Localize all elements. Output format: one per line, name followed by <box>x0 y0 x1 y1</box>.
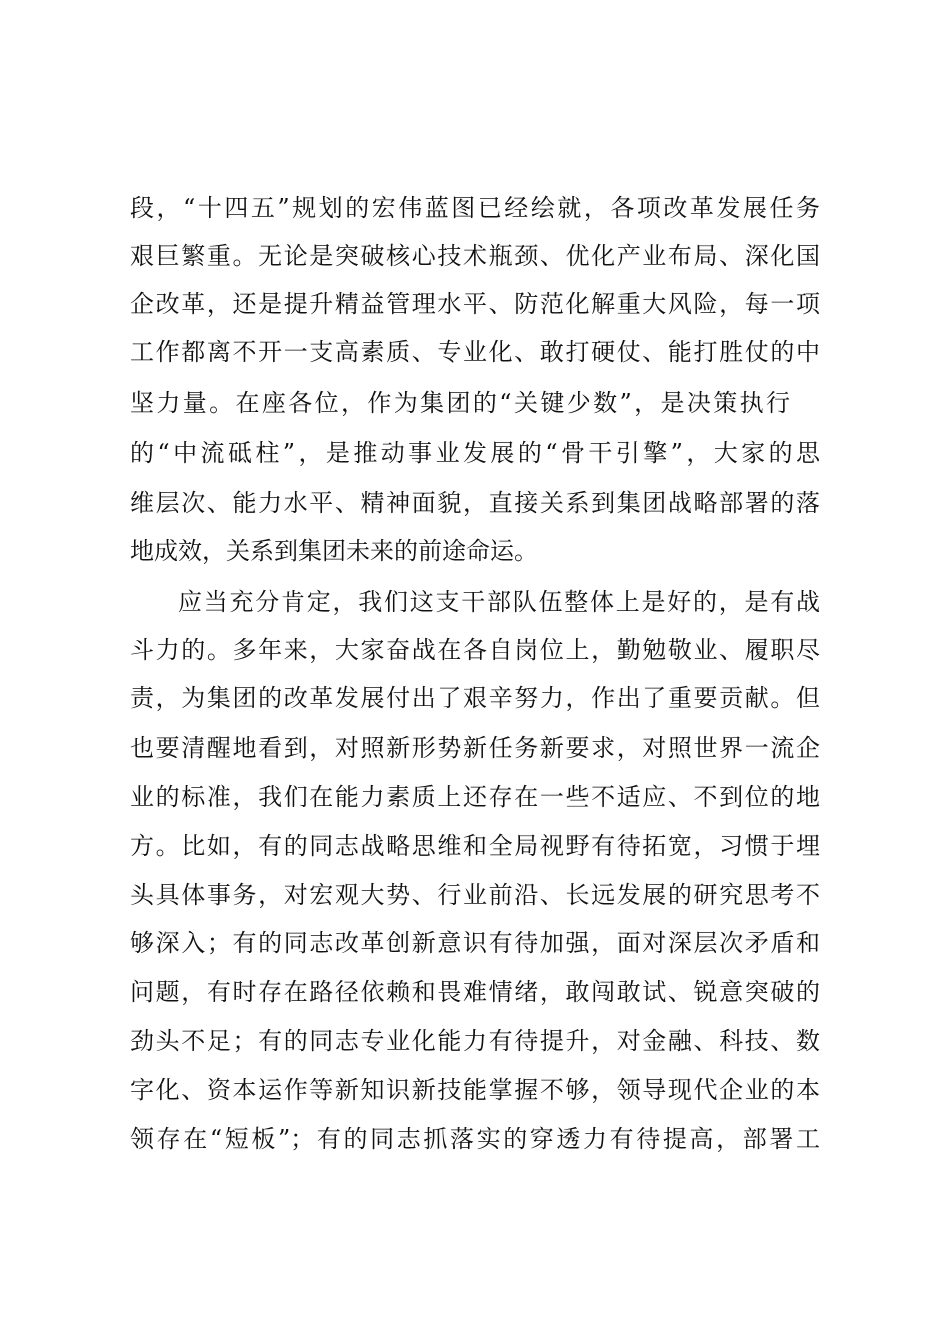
text-line: 坚力量。在座各位，作为集团的“关键少数”，是决策执行 <box>130 389 790 417</box>
text-line: 也要清醒地看到，对照新形势新任务新要求，对照世界一流企 <box>130 734 820 762</box>
text-line: 业的标准，我们在能力素质上还存在一些不适应、不到位的地 <box>130 783 820 811</box>
text-line: 段，“十四五”规划的宏伟蓝图已经绘就，各项改革发展任务 <box>130 194 820 222</box>
text-line: 头具体事务，对宏观大势、行业前沿、长远发展的研究思考不 <box>130 881 820 909</box>
text-line: 工作都离不开一支高素质、专业化、敢打硬仗、能打胜仗的中 <box>130 338 820 366</box>
text-line: 问题，有时存在路径依赖和畏难情绪，敢闯敢试、锐意突破的 <box>130 978 820 1006</box>
text-line: 维层次、能力水平、精神面貌，直接关系到集团战略部署的落 <box>130 489 820 517</box>
text-line: 责，为集团的改革发展付出了艰辛努力，作出了重要贡献。但 <box>130 684 820 712</box>
text-line: 斗力的。多年来，大家奋战在各自岗位上，勤勉敬业、履职尽 <box>130 636 820 664</box>
text-line: 领存在“短板”；有的同志抓落实的穿透力有待提高，部署工 <box>130 1125 820 1153</box>
text-line: 艰巨繁重。无论是突破核心技术瓶颈、优化产业布局、深化国 <box>130 242 820 270</box>
text-line: 地成效，关系到集团未来的前途命运。 <box>130 537 538 565</box>
text-line: 方。比如，有的同志战略思维和全局视野有待拓宽，习惯于埋 <box>130 832 820 860</box>
text-line: 企改革，还是提升精益管理水平、防范化解重大风险，每一项 <box>130 290 820 318</box>
text-line: 字化、资本运作等新知识新技能掌握不够，领导现代企业的本 <box>130 1076 820 1104</box>
text-line: 够深入；有的同志改革创新意识有待加强，面对深层次矛盾和 <box>130 929 820 957</box>
text-line: 劲头不足；有的同志专业化能力有待提升，对金融、科技、数 <box>130 1027 820 1055</box>
text-line: 的“中流砥柱”，是推动事业发展的“骨干引擎”，大家的思 <box>130 439 820 467</box>
text-line: 应当充分肯定，我们这支干部队伍整体上是好的，是有战 <box>178 588 820 616</box>
